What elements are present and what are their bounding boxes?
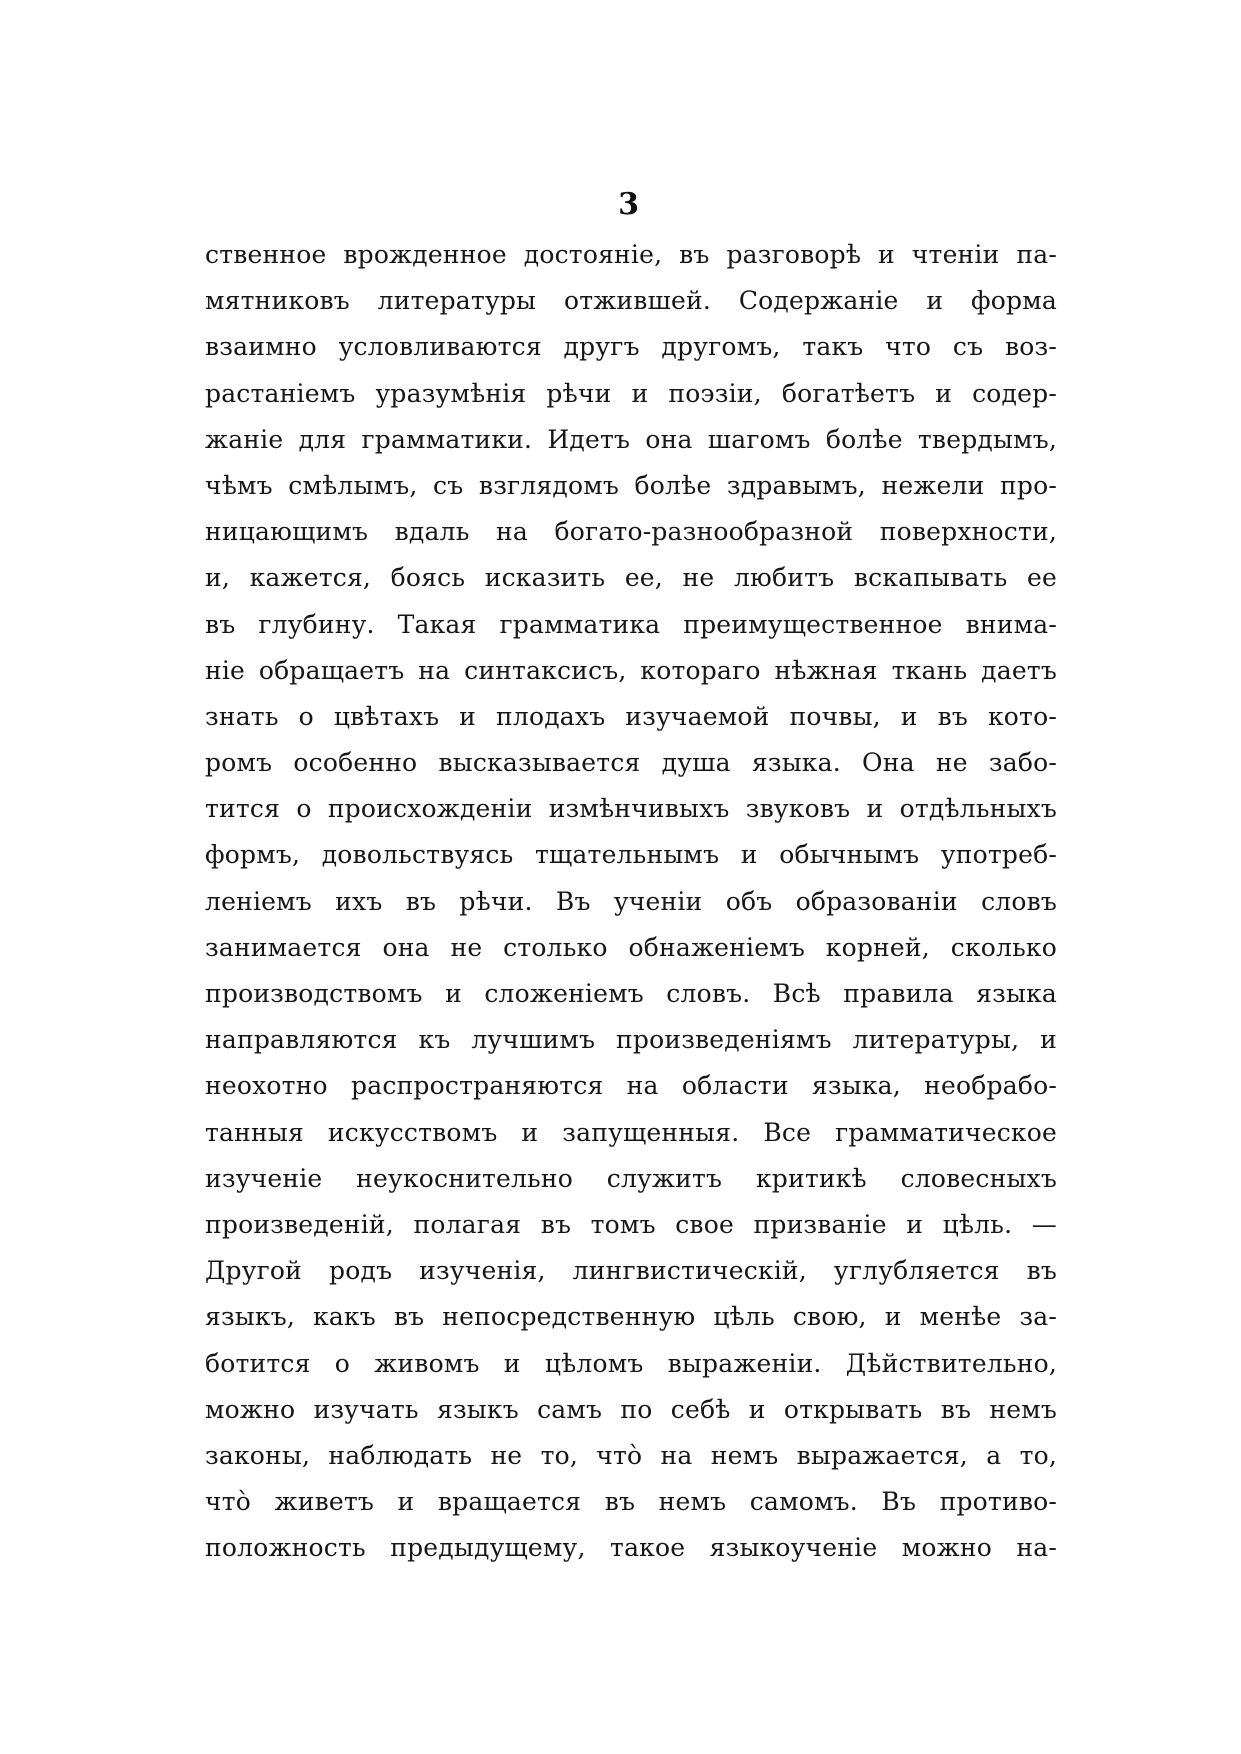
text-line: и, кажется, боясь исказить ее, не любитъ вскапывать ее	[205, 563, 1057, 593]
text-line: что̀ живетъ и вращается въ немъ самомъ. Въ противо-	[205, 1487, 1057, 1517]
text-line: танныя искусствомъ и запущенныя. Все грамматическое	[205, 1117, 1057, 1147]
text-line: ницающимъ вдаль на богато-разнообразной поверхности,	[205, 517, 1057, 547]
text-line: растаніемъ уразумѣнія рѣчи и поэзіи, богатѣетъ и содер-	[205, 378, 1057, 408]
text-line: изученіе неукоснительно служитъ критикѣ словесныхъ	[205, 1163, 1057, 1193]
text-line: направляются къ лучшимъ произведеніямъ литературы, и	[205, 1025, 1057, 1055]
text-line: языкъ, какъ въ непосредственную цѣль свою, и менѣе за-	[205, 1302, 1057, 1332]
text-line: занимается она не столько обнаженіемъ корней, сколько	[205, 932, 1057, 962]
text-line: жаніе для грамматики. Идетъ она шагомъ болѣе твердымъ,	[205, 424, 1057, 454]
text-line: тится о происхожденіи измѣнчивыхъ звуковъ и отдѣльныхъ	[205, 794, 1057, 824]
text-line: леніемъ ихъ въ рѣчи. Въ ученіи объ образованіи словъ	[205, 886, 1057, 916]
body-text	[205, 232, 1057, 1571]
text-line: ственное врожденное достояніе, въ разговорѣ и чтеніи па-	[205, 240, 1057, 269]
text-line: знать о цвѣтахъ и плодахъ изучаемой почвы, и въ кото-	[205, 701, 1057, 731]
text-line: можно изучать языкъ самъ по себѣ и открывать въ немъ	[205, 1394, 1057, 1424]
text-line: мятниковъ литературы отжившей. Содержаніе и форма	[205, 286, 1057, 316]
text-line: въ глубину. Такая грамматика преимущественное внима-	[205, 609, 1057, 639]
page-number: 3	[618, 187, 639, 222]
text-line: взаимно условливаются другъ другомъ, такъ что съ воз-	[205, 332, 1057, 362]
text-line: ботится о живомъ и цѣломъ выраженіи. Дѣйствительно,	[205, 1348, 1057, 1378]
text-line: ніе обращаетъ на синтаксисъ, котораго нѣжная ткань даетъ	[205, 655, 1057, 685]
text-line: производствомъ и сложеніемъ словъ. Всѣ правила языка	[205, 979, 1057, 1008]
text-line: ромъ особенно высказывается душа языка. Она не забо-	[205, 748, 1057, 778]
text-line: положность предыдущему, такое языкоученіе можно на-	[205, 1533, 1057, 1563]
text-line: чѣмъ смѣлымъ, съ взглядомъ болѣе здравымъ, нежели про-	[205, 470, 1057, 500]
text-line: формъ, довольствуясь тщательнымъ и обычнымъ употреб-	[205, 840, 1057, 870]
text-line: произведеній, полагая въ томъ свое призваніе и цѣль. —	[205, 1209, 1057, 1239]
text-line: неохотно распространяются на области языка, необрабо-	[205, 1071, 1057, 1101]
text-line: законы, наблюдать не то, что̀ на немъ выражается, а то,	[205, 1440, 1057, 1470]
text-line: Другой родъ изученія, лингвистическій, углубляется въ	[205, 1256, 1057, 1286]
